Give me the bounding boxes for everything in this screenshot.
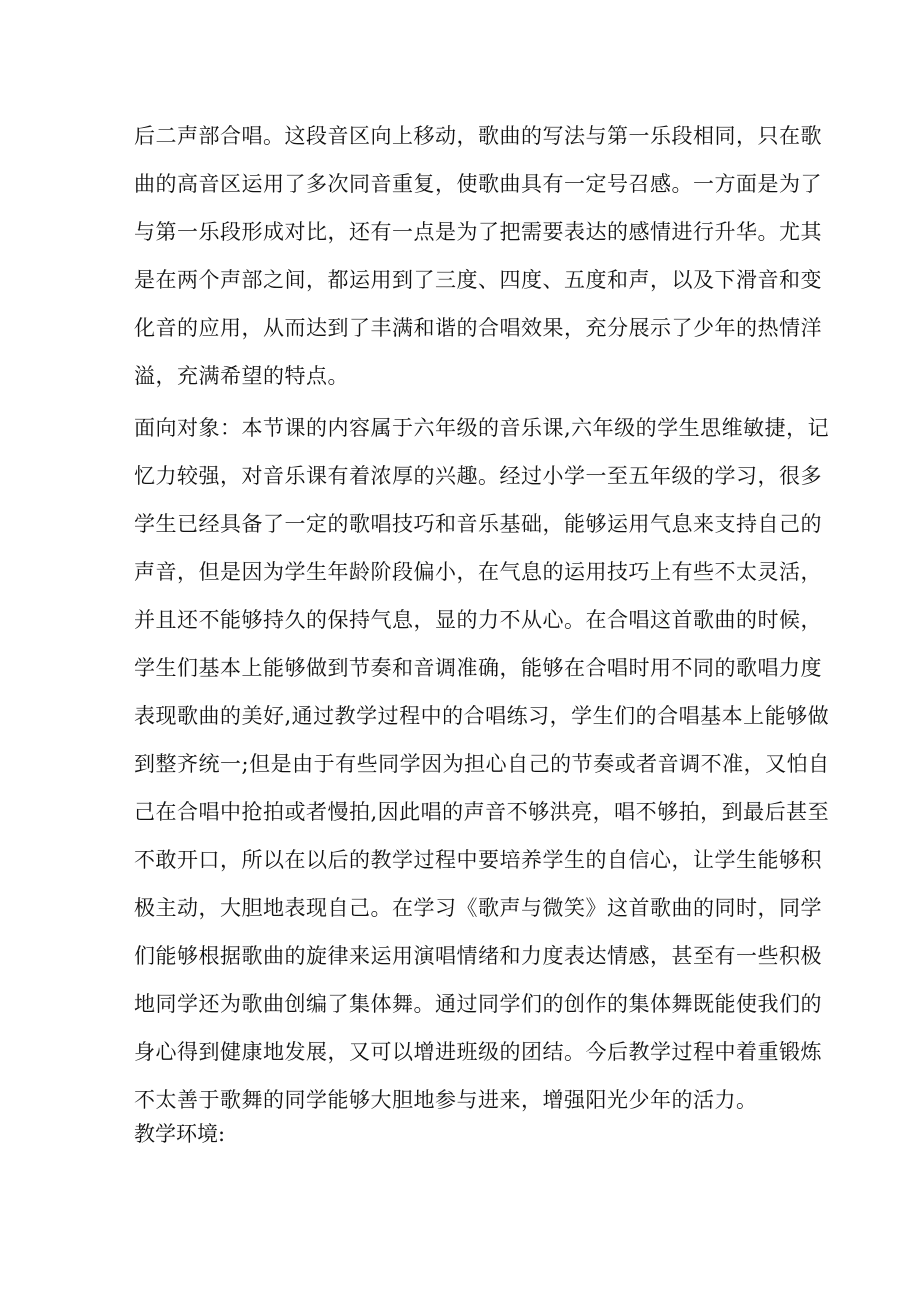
text-line: 们能够根据歌曲的旋律来运用演唱情绪和力度表达情感，甚至有一些积极 <box>134 944 822 968</box>
text-line: 到整齐统一;但是由于有些同学因为担心自己的节奏或者音调不准，又怕自 <box>134 752 830 776</box>
text-line: 己在合唱中抢拍或者慢拍,因此唱的声音不够洪亮，唱不够拍，到最后甚至 <box>134 800 830 824</box>
text-line: 学生已经具备了一定的歌唱技巧和音乐基础，能够运用气息来支持自己的 <box>134 512 822 536</box>
text-line: 不太善于歌舞的同学能够大胆地参与进来，增强阳光少年的活力。 <box>134 1088 758 1112</box>
paragraph-harmony-analysis <box>134 112 822 400</box>
text-line: 化音的应用，从而达到了丰满和谐的合唱效果，充分展示了少年的热情洋 <box>134 316 822 340</box>
text-line: 与第一乐段形成对比，还有一点是为了把需要表达的感情进行升华。尤其 <box>134 220 822 244</box>
text-line: 溢，充满希望的特点。 <box>134 364 349 388</box>
text-line: 后二声部合唱。这段音区向上移动，歌曲的写法与第一乐段相同，只在歌 <box>134 124 822 148</box>
text-line: 地同学还为歌曲创编了集体舞。通过同学们的创作的集体舞既能使我们的 <box>134 992 822 1016</box>
text-line: 不敢开口，所以在以后的教学过程中要培养学生的自信心，让学生能够积 <box>134 848 822 872</box>
text-line: 是在两个声部之间，都运用到了三度、四度、五度和声，以及下滑音和变 <box>134 268 822 292</box>
text-line: 声音，但是因为学生年龄阶段偏小，在气息的运用技巧上有些不太灵活， <box>134 560 822 584</box>
section-heading-teaching-environment: 教学环境: <box>134 1122 226 1146</box>
text-line: 并且还不能够持久的保持气息，显的力不从心。在合唱这首歌曲的时候， <box>134 608 822 632</box>
text-line: 学生们基本上能够做到节奏和音调准确，能够在合唱时用不同的歌唱力度 <box>134 656 822 680</box>
text-line: 身心得到健康地发展，又可以增进班级的团结。今后教学过程中着重锻炼 <box>134 1040 822 1064</box>
text-line: 忆力较强，对音乐课有着浓厚的兴趣。经过小学一至五年级的学习，很多 <box>134 464 822 488</box>
text-line: 表现歌曲的美好,通过教学过程中的合唱练习，学生们的合唱基本上能够做 <box>134 704 830 728</box>
paragraph-target-audience <box>134 404 830 1124</box>
text-line: 极主动，大胆地表现自己。在学习《歌声与微笑》这首歌曲的同时，同学 <box>134 896 822 920</box>
text-line: 面向对象：本节课的内容属于六年级的音乐课,六年级的学生思维敏捷，记 <box>134 416 830 440</box>
text-line: 曲的高音区运用了多次同音重复，使歌曲具有一定号召感。一方面是为了 <box>134 172 822 196</box>
